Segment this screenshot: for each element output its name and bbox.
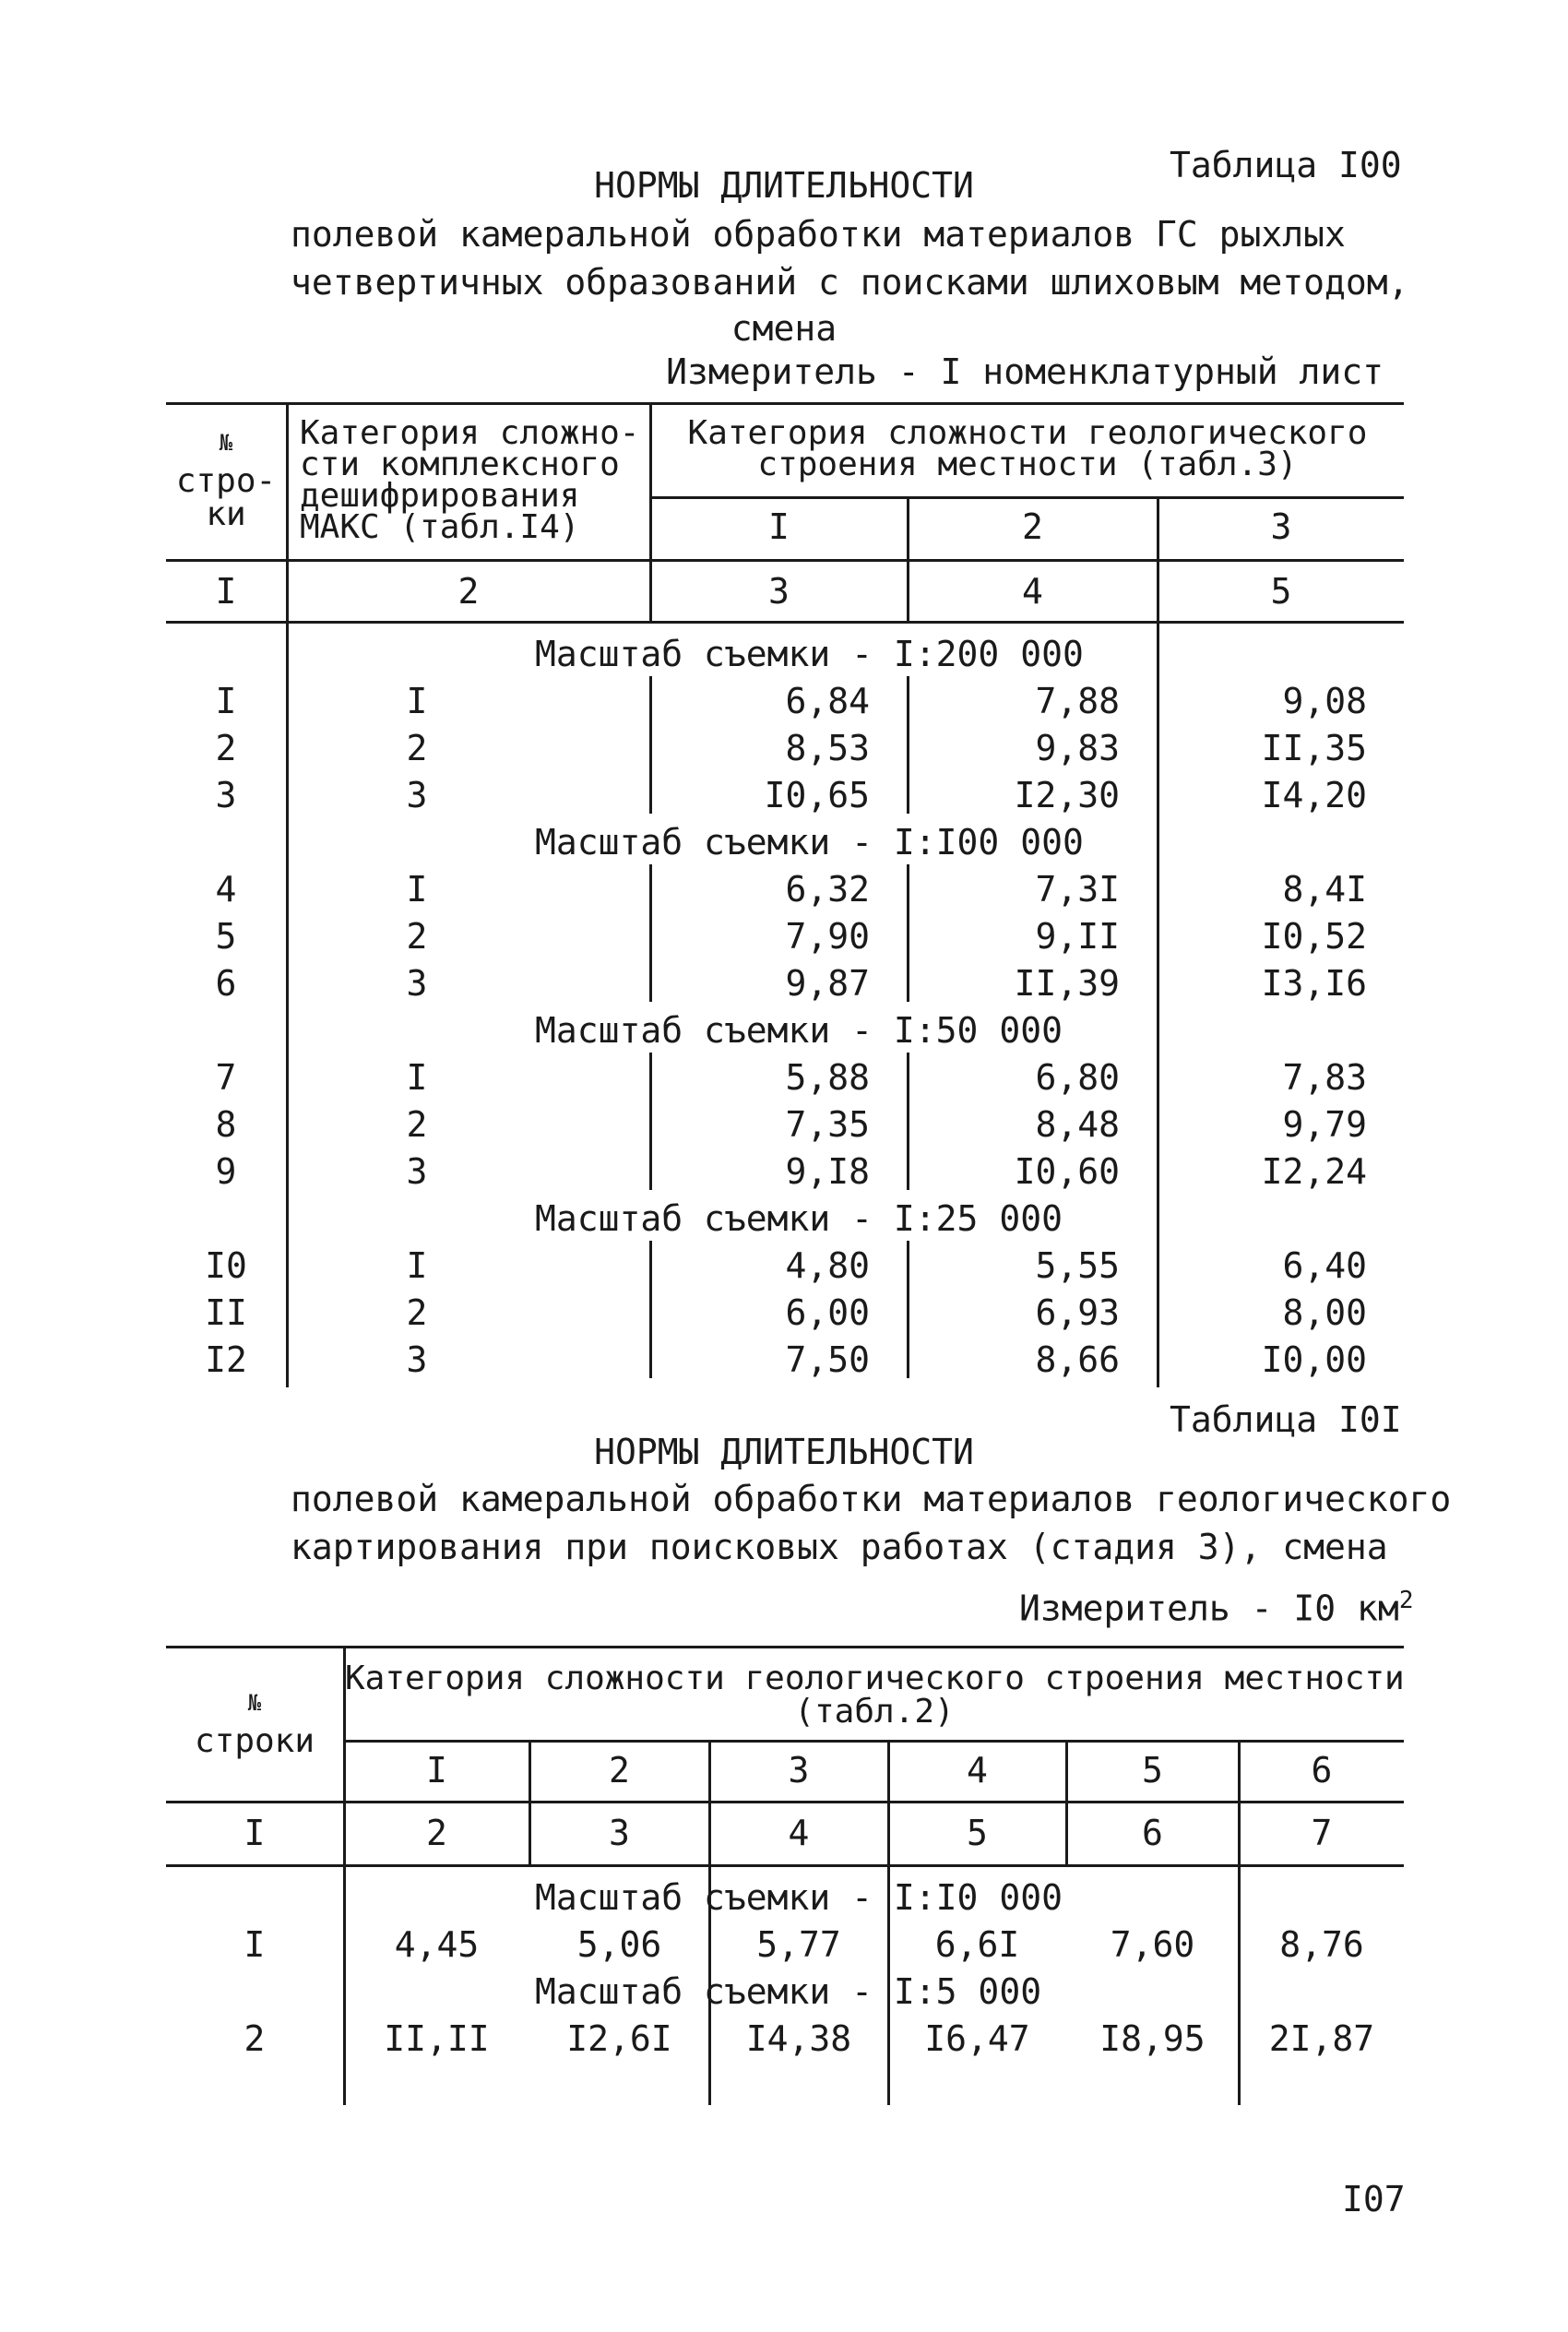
t100-rowno-head-1: № bbox=[219, 430, 233, 456]
table-cell-value: 5,55 bbox=[1035, 1245, 1120, 1286]
t101-colnum: 2 bbox=[426, 1813, 447, 1853]
t100-colnum-rule bbox=[166, 621, 1404, 624]
table-100-title: НОРМЫ ДЛИТЕЛЬНОСТИ bbox=[594, 165, 974, 206]
t101-rowno-head-2: строки bbox=[194, 1722, 315, 1760]
table-row-category: I bbox=[406, 681, 428, 721]
t100-section-divider bbox=[649, 1053, 652, 1190]
table-cell-value: II,II bbox=[384, 2018, 490, 2059]
table-row-category: I bbox=[406, 1057, 428, 1098]
t100-maks-head-3: дешифрирования bbox=[300, 477, 580, 515]
table-row-number: 3 bbox=[215, 775, 237, 815]
table-101-label: Таблица I0I bbox=[1170, 1399, 1402, 1440]
table-cell-value: 7,88 bbox=[1035, 681, 1120, 721]
table-row-number: I0 bbox=[205, 1245, 247, 1286]
t100-colnum-3: 3 bbox=[768, 571, 790, 612]
table-cell-value: 8,53 bbox=[785, 728, 870, 768]
table-100-label: Таблица I00 bbox=[1170, 145, 1402, 185]
table-row-category: 2 bbox=[406, 728, 428, 768]
t101-colnum: 3 bbox=[609, 1813, 630, 1853]
table-cell-value: I2,6I bbox=[566, 2018, 672, 2059]
t101-colnum: 6 bbox=[1142, 1813, 1163, 1853]
t100-scale-heading: Масштаб съемки - I:50 000 bbox=[535, 1010, 1063, 1051]
t101-geo-cat: 2 bbox=[609, 1750, 630, 1791]
table-row-number: 6 bbox=[215, 963, 237, 1004]
table-cell-value: I4,20 bbox=[1261, 775, 1367, 815]
table-cell-value: 8,66 bbox=[1035, 1339, 1120, 1380]
table-cell-value: I3,I6 bbox=[1261, 963, 1367, 1004]
t100-scale-heading: Масштаб съемки - I:I00 000 bbox=[535, 822, 1084, 863]
table-100-subtitle-1: полевой камеральной обработки материалов ГС рыхлых bbox=[291, 214, 1346, 255]
table-cell-value: 7,50 bbox=[785, 1339, 870, 1380]
t100-rowno-head-3: ки bbox=[206, 495, 246, 533]
table-cell-value: I2,30 bbox=[1014, 775, 1120, 815]
table-101-unit-text: Измеритель - I0 км bbox=[1019, 1588, 1399, 1629]
t100-scale-heading: Масштаб съемки - I:25 000 bbox=[535, 1198, 1063, 1239]
table-100-subtitle-2: четвертичных образований с поисками шлиховым методом, bbox=[291, 262, 1409, 303]
t100-maks-head-1: Категория сложно- bbox=[300, 414, 640, 452]
t101-geo-cat: 5 bbox=[1142, 1750, 1163, 1791]
t100-section-divider bbox=[907, 1053, 909, 1190]
t100-header-rule bbox=[166, 559, 1404, 562]
t100-scale-heading: Масштаб съемки - I:200 000 bbox=[535, 634, 1084, 674]
table-cell-value: I0,65 bbox=[764, 775, 870, 815]
table-cell-value: 6,00 bbox=[785, 1292, 870, 1333]
table-row-number: 7 bbox=[215, 1057, 237, 1098]
table-cell-value: 9,I8 bbox=[785, 1151, 870, 1192]
table-cell-value: 6,93 bbox=[1035, 1292, 1120, 1333]
table-cell-value: I8,95 bbox=[1099, 2018, 1206, 2059]
table-row-number: 5 bbox=[215, 916, 237, 957]
t101-rowno-head-1: № bbox=[247, 1690, 262, 1716]
t100-colnum-4: 4 bbox=[1022, 571, 1043, 612]
table-cell-value: I4,38 bbox=[745, 2018, 852, 2059]
table-cell-value: I2,24 bbox=[1261, 1151, 1367, 1192]
table-cell-value: 5,88 bbox=[785, 1057, 870, 1098]
table-cell-value: 7,60 bbox=[1110, 1924, 1195, 1965]
table-row-category: 2 bbox=[406, 916, 428, 957]
t100-geo-head-2: строения местности (табл.3) bbox=[757, 446, 1298, 483]
t101-colnum: 5 bbox=[967, 1813, 988, 1853]
t101-geo-cat: I bbox=[426, 1750, 447, 1791]
t100-section-divider bbox=[649, 864, 652, 1002]
t101-geo-cat: 4 bbox=[967, 1750, 988, 1791]
t101-colnum-rule bbox=[166, 1864, 1404, 1867]
table-cell-value: 4,45 bbox=[394, 1924, 480, 1965]
table-row-category: I bbox=[406, 1245, 428, 1286]
t101-geo-cat: 6 bbox=[1311, 1750, 1333, 1791]
table-cell-value: 9,II bbox=[1035, 916, 1120, 957]
t100-rowno-head-2: стро- bbox=[175, 462, 277, 500]
t100-geo-subrule bbox=[651, 496, 1404, 499]
table-row-number: 2 bbox=[244, 2018, 266, 2059]
t101-geo-head-2: (табл.2) bbox=[794, 1693, 955, 1731]
table-row-number: II bbox=[205, 1292, 247, 1333]
table-100-unit: Измеритель - I номенклатурный лист bbox=[666, 351, 1384, 392]
t101-geo-subrule bbox=[344, 1740, 1404, 1743]
t101-colnum: 4 bbox=[788, 1813, 810, 1853]
table-101-subtitle-1: полевой камеральной обработки материалов геологического bbox=[291, 1479, 1452, 1519]
table-cell-value: I0,00 bbox=[1261, 1339, 1367, 1380]
t101-top-rule bbox=[166, 1646, 1404, 1648]
t100-section-divider bbox=[907, 676, 909, 814]
t100-top-rule bbox=[166, 402, 1404, 405]
t100-colnum-2: 2 bbox=[457, 571, 480, 612]
t100-geo-cat-3: 3 bbox=[1270, 506, 1292, 547]
t101-colnum: 7 bbox=[1311, 1813, 1333, 1853]
table-row-category: 3 bbox=[406, 963, 428, 1004]
table-cell-value: II,35 bbox=[1261, 728, 1367, 768]
table-cell-value: 6,40 bbox=[1282, 1245, 1367, 1286]
table-cell-value: 9,83 bbox=[1035, 728, 1120, 768]
table-row-number: I2 bbox=[205, 1339, 247, 1380]
table-row-number: 9 bbox=[215, 1151, 237, 1192]
table-cell-value: II,39 bbox=[1014, 963, 1120, 1004]
t101-scale-heading: Масштаб съемки - I:I0 000 bbox=[535, 1877, 1063, 1918]
table-cell-value: 9,08 bbox=[1282, 681, 1367, 721]
table-row-number: I bbox=[244, 1924, 266, 1965]
t101-header-rule bbox=[166, 1801, 1404, 1803]
table-cell-value: 8,4I bbox=[1282, 869, 1367, 910]
table-row-number: I bbox=[215, 681, 237, 721]
table-row-category: 3 bbox=[406, 1339, 428, 1380]
table-row-category: 3 bbox=[406, 775, 428, 815]
t101-geo-head-1: Категория сложности геологического строения местности bbox=[345, 1660, 1405, 1697]
t100-section-divider bbox=[649, 676, 652, 814]
table-cell-value: 7,3I bbox=[1035, 869, 1120, 910]
table-row-number: 4 bbox=[215, 869, 237, 910]
table-101-subtitle-2: картирования при поисковых работах (стадия 3), смена bbox=[291, 1527, 1388, 1567]
table-cell-value: 7,35 bbox=[785, 1104, 870, 1145]
table-row-category: I bbox=[406, 869, 428, 910]
page-number: I07 bbox=[1342, 2179, 1406, 2219]
table-cell-value: I0,52 bbox=[1261, 916, 1367, 957]
table-cell-value: 2I,87 bbox=[1268, 2018, 1375, 2059]
t100-section-divider bbox=[907, 1241, 909, 1378]
table-100-subtitle-3: смена bbox=[731, 308, 837, 349]
t100-maks-head-2: сти комплексного bbox=[300, 446, 620, 483]
t100-geo-cat-1: I bbox=[768, 506, 790, 547]
t100-geo-cat-2: 2 bbox=[1022, 506, 1043, 547]
table-101-title: НОРМЫ ДЛИТЕЛЬНОСТИ bbox=[594, 1432, 974, 1472]
t100-section-divider bbox=[649, 1241, 652, 1378]
table-row-number: 2 bbox=[215, 728, 237, 768]
table-101-unit bbox=[1019, 1587, 1414, 1629]
t100-geo-head-1: Категория сложности геологического bbox=[687, 414, 1368, 452]
table-cell-value: 6,32 bbox=[785, 869, 870, 910]
table-cell-value: I0,60 bbox=[1014, 1151, 1120, 1192]
table-row-category: 2 bbox=[406, 1104, 428, 1145]
table-cell-value: 9,87 bbox=[785, 963, 870, 1004]
table-cell-value: 6,84 bbox=[785, 681, 870, 721]
table-cell-value: 8,00 bbox=[1282, 1292, 1367, 1333]
table-row-number: 8 bbox=[215, 1104, 237, 1145]
table-row-category: 3 bbox=[406, 1151, 428, 1192]
table-101-unit-sup: 2 bbox=[1398, 1587, 1414, 1614]
table-cell-value: 6,6I bbox=[934, 1924, 1020, 1965]
table-cell-value: 5,06 bbox=[576, 1924, 662, 1965]
table-cell-value: 6,80 bbox=[1035, 1057, 1120, 1098]
table-cell-value: 7,90 bbox=[785, 916, 870, 957]
table-cell-value: 8,48 bbox=[1035, 1104, 1120, 1145]
table-cell-value: 9,79 bbox=[1282, 1104, 1367, 1145]
table-cell-value: 4,80 bbox=[785, 1245, 870, 1286]
t100-maks-head-4: МАКС (табл.I4) bbox=[300, 508, 580, 546]
table-cell-value: I6,47 bbox=[924, 2018, 1030, 2059]
t100-colnum-5: 5 bbox=[1270, 571, 1292, 612]
t100-colnum-1: I bbox=[215, 571, 237, 612]
table-row-category: 2 bbox=[406, 1292, 428, 1333]
table-cell-value: 8,76 bbox=[1279, 1924, 1364, 1965]
table-cell-value: 5,77 bbox=[756, 1924, 841, 1965]
t101-geo-cat: 3 bbox=[788, 1750, 810, 1791]
t100-section-divider bbox=[907, 864, 909, 1002]
t101-colnum: I bbox=[244, 1813, 266, 1853]
t101-scale-heading: Масштаб съемки - I:5 000 bbox=[535, 1971, 1042, 2012]
table-cell-value: 7,83 bbox=[1282, 1057, 1367, 1098]
